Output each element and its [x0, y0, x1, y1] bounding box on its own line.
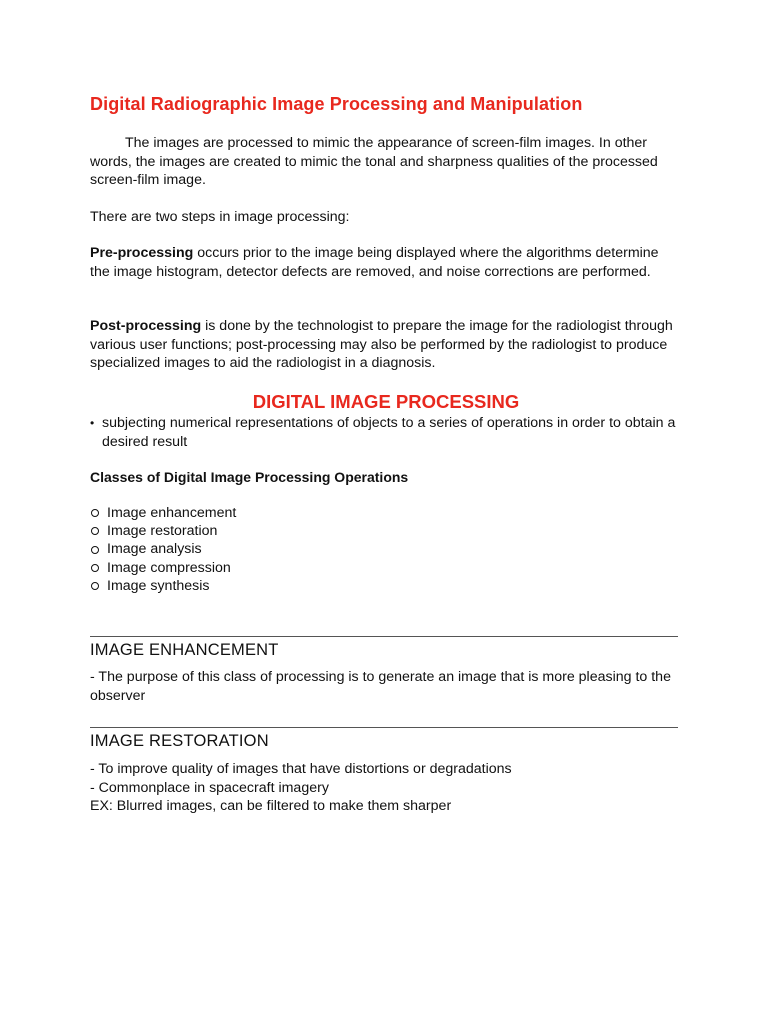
circle-bullet-icon [91, 527, 99, 535]
classes-title: Classes of Digital Image Processing Operations [90, 469, 409, 485]
post-processing-paragraph [90, 317, 682, 373]
circle-bullet-icon [91, 582, 99, 590]
enhancement-text: - The purpose of this class of processing is to generate an image that is more pleasing to the observer [90, 669, 671, 704]
divider [90, 727, 678, 728]
list-item: Image compression [90, 559, 236, 577]
circle-bullet-icon [91, 546, 99, 554]
enhancement-heading: IMAGE ENHANCEMENT [90, 641, 279, 659]
list-item: Image synthesis [90, 577, 236, 595]
list-item: Image enhancement [90, 504, 236, 522]
pre-processing-term: Pre-processing [90, 245, 194, 261]
pre-processing-paragraph [90, 244, 682, 281]
divider [90, 636, 678, 637]
post-processing-text: is done by the technologist to prepare the image for the radiologist through various user functions; post-processing may also be performed by the radiologist to produce specialized images to aid the radiologist in a diagnosis. [90, 318, 673, 371]
list-item: Image analysis [90, 540, 236, 558]
pre-processing-text: occurs prior to the image being displayed where the algorithms determine the image histogram, detector defects are removed, and noise corrections are performed. [90, 245, 659, 280]
bullet-text: subjecting numerical representations of objects to a series of operations in order to obtain a desired result [102, 415, 676, 450]
bullet-icon: • [90, 416, 95, 430]
restoration-line: - Commonplace in spacecraft imagery [90, 779, 329, 796]
definition-bullet [90, 414, 682, 451]
two-steps-paragraph: There are two steps in image processing: [90, 209, 350, 225]
restoration-line: - To improve quality of images that have distortions or degradations [90, 761, 512, 777]
list-item: Image restoration [90, 522, 236, 540]
restoration-heading: IMAGE RESTORATION [90, 732, 269, 750]
intro-paragraph: The images are processed to mimic the appearance of screen-film images. In other words, the images are created to mimic the tonal and sharpness qualities of the processed screen-film image. [90, 135, 658, 188]
post-processing-term: Post-processing [90, 318, 202, 334]
restoration-text [90, 760, 682, 816]
section-title: DIGITAL IMAGE PROCESSING [252, 391, 520, 412]
page-title: Digital Radiographic Image Processing and Manipulation [90, 94, 583, 114]
circle-bullet-icon [91, 509, 99, 517]
restoration-line: EX: Blurred images, can be filtered to make them sharper [90, 798, 452, 814]
classes-list [90, 504, 236, 595]
circle-bullet-icon [91, 564, 99, 572]
